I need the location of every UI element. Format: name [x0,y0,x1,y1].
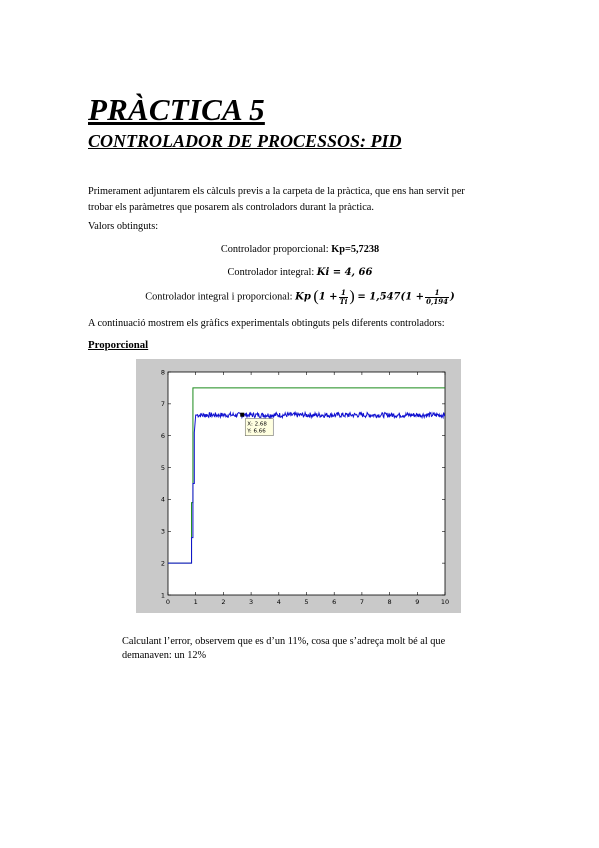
chart-caption [122,635,492,663]
pi-equation: = 1,547(1 + [357,291,425,303]
graphs-intro: A continuació mostrem els gràfics experimentals obtinguts pels diferents controladors: [88,318,445,329]
x-tick-label: 4 [276,598,281,606]
y-tick-label: 4 [160,495,165,504]
pi-fraction-2: $\frac{1}{0,194}$ [426,287,448,306]
chart-figure [136,359,461,613]
pi-value-line: Controlador integral i proporcional: Kp (1 + $\frac{1}{Ti}$ ) = 1,547(1 + $\frac{1}{0,194}$ ) [145,287,455,306]
datatip-x-label: X: 2.68 [247,421,267,428]
y-tick-label: 8 [160,368,165,377]
p-value: Kp=5,7238 [331,244,380,255]
caption-line-1: Calculant l’error, observem que es d’un 11%, cosa que s’adreça molt bé al que [122,636,446,647]
i-label: Controlador integral: [227,267,317,278]
intro-paragraph [88,184,518,216]
x-tick-label: 10 [440,598,450,606]
x-tick-label: 3 [249,598,254,606]
x-tick-label: 0 [165,598,171,606]
x-tick-label: 9 [415,598,420,606]
y-tick-label: 7 [160,400,165,409]
y-tick-label: 5 [160,463,165,472]
datatip-marker [240,413,244,417]
values-heading: Valors obtinguts: [88,221,159,232]
chart-svg [136,359,461,613]
page-title: PRÀCTICA 5 [88,92,265,127]
pi-one: 1 + [318,291,338,303]
x-tick-label: 7 [359,598,364,606]
intro-line-1: Primerament adjuntarem els càlculs previs a la carpeta de la pràctica, que ens han servit per [88,186,465,197]
x-tick-label: 5 [304,598,309,606]
y-tick-label: 2 [160,559,165,568]
intro-line-2: trobar els paràmetres que posarem als controladors durant la pràctica. [88,202,374,213]
section-proporcional: Proporcional [88,339,149,351]
x-tick-label: 8 [387,598,392,606]
plot-area [168,372,445,595]
page-subtitle: CONTROLADOR DE PROCESSOS: PID [88,131,402,151]
pi-kp: Kp [295,291,311,303]
x-tick-label: 6 [332,598,337,606]
y-tick-label: 1 [160,591,165,600]
pi-fraction: $\frac{1}{Ti}$ [339,287,348,306]
y-tick-label: 3 [160,527,165,536]
datatip-y-label: Y: 6.66 [247,428,266,435]
pi-label: Controlador integral i proporcional: [145,291,296,303]
x-tick-label: 1 [193,598,198,606]
i-value: Ki = 4, 66 [316,267,373,278]
pi-close: ) [449,291,455,303]
p-label: Controlador proporcional: [220,244,332,255]
x-tick-label: 2 [221,598,226,606]
integral-value-line [60,266,540,280]
caption-line-2: demanaven: un 12% [122,650,207,661]
proportional-value-line [60,243,540,257]
y-tick-label: 6 [160,432,165,441]
